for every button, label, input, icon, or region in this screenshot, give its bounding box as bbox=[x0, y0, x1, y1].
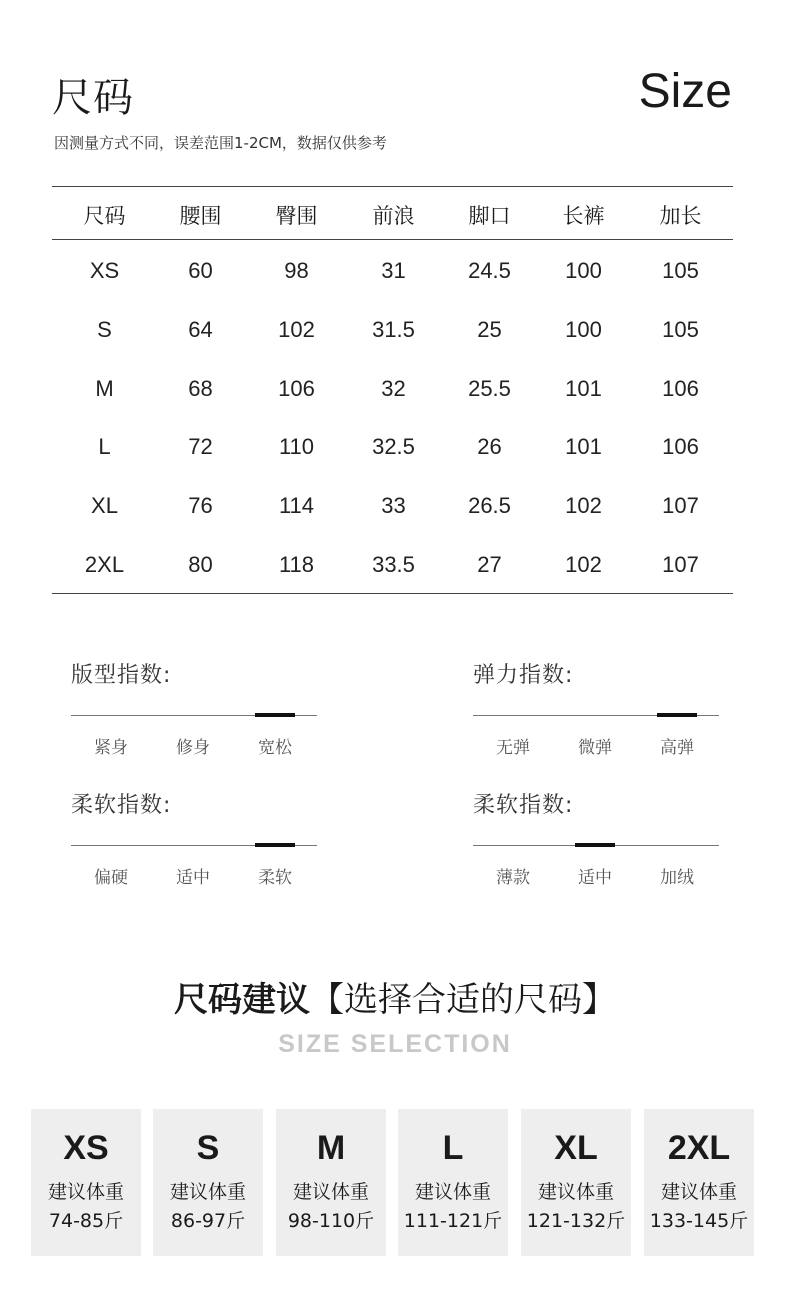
index-option: 无弹 bbox=[496, 738, 530, 758]
size-card bbox=[398, 1109, 508, 1256]
size-card-size: 2XL bbox=[667, 1129, 731, 1167]
table-cell: 25.5 bbox=[468, 375, 511, 401]
table-header bbox=[52, 186, 733, 239]
table-row bbox=[52, 552, 733, 610]
index-scale bbox=[71, 788, 321, 888]
table-cell: S bbox=[97, 316, 112, 342]
size-card bbox=[153, 1109, 263, 1256]
table-cell: 118 bbox=[278, 552, 315, 577]
table-cell: 101 bbox=[565, 434, 602, 460]
table-cell: 106 bbox=[278, 375, 315, 401]
index-scale bbox=[71, 658, 321, 758]
table-cell: 60 bbox=[188, 258, 213, 283]
index-option: 适中 bbox=[578, 868, 612, 888]
index-option: 薄款 bbox=[496, 868, 530, 888]
table-cell: 25 bbox=[477, 316, 502, 342]
table-cell: L bbox=[98, 434, 111, 460]
suggestion-subtitle: SIZE SELECTION bbox=[278, 1030, 512, 1058]
index-option: 紧身 bbox=[94, 738, 128, 758]
table-cell: 64 bbox=[188, 316, 213, 342]
page-title: 尺码 bbox=[52, 75, 134, 121]
size-card-weight: 111-121斤 bbox=[403, 1210, 503, 1232]
size-card-label: 建议体重 bbox=[414, 1181, 491, 1203]
index-title: 弹力指数: bbox=[473, 663, 574, 688]
size-card-label: 建议体重 bbox=[660, 1181, 737, 1203]
column-header: 臀围 bbox=[275, 204, 318, 228]
index-selected-marker bbox=[255, 713, 295, 717]
column-header: 腰围 bbox=[179, 204, 222, 228]
table-cell: 106 bbox=[662, 434, 699, 460]
index-option: 适中 bbox=[176, 868, 210, 888]
table-cell: 31 bbox=[381, 258, 406, 283]
index-title: 柔软指数: bbox=[473, 793, 574, 818]
table-cell: 24.5 bbox=[468, 258, 511, 283]
table-cell: 32.5 bbox=[372, 434, 415, 460]
table-cell: 114 bbox=[278, 493, 315, 519]
table-cell: 76 bbox=[188, 493, 213, 519]
table-row bbox=[52, 317, 733, 375]
suggestion-title-rest: 【选择合适的尺码】 bbox=[310, 980, 616, 1020]
size-card-weight: 121-132斤 bbox=[526, 1210, 626, 1232]
table-cell: 100 bbox=[565, 316, 602, 342]
index-option: 柔软 bbox=[258, 868, 292, 888]
table-cell: 72 bbox=[188, 434, 213, 460]
size-card-label: 建议体重 bbox=[292, 1181, 369, 1203]
table-row bbox=[52, 434, 733, 492]
index-option: 修身 bbox=[176, 738, 210, 758]
index-selected-marker bbox=[255, 843, 295, 847]
table-cell: 26 bbox=[477, 434, 502, 460]
index-scale bbox=[473, 658, 723, 758]
table-cell: 110 bbox=[278, 434, 315, 460]
table-cell: 100 bbox=[565, 258, 602, 283]
table-cell: XL bbox=[91, 493, 118, 519]
table-cell: 107 bbox=[662, 493, 699, 519]
index-option: 偏硬 bbox=[94, 868, 128, 888]
table-cell: 98 bbox=[284, 258, 309, 283]
size-card-weight: 86-97斤 bbox=[170, 1210, 246, 1232]
table-bottom-rule bbox=[52, 593, 733, 594]
size-card-size: M bbox=[316, 1129, 346, 1167]
table-cell: XS bbox=[89, 258, 120, 283]
size-card-size: XL bbox=[554, 1129, 598, 1167]
size-card-weight: 98-110斤 bbox=[287, 1210, 375, 1232]
column-header: 加长 bbox=[659, 204, 702, 228]
index-scale bbox=[473, 788, 723, 888]
index-option: 加绒 bbox=[660, 868, 694, 888]
measurement-note: 因测量方式不同，误差范围1-2CM，数据仅供参考 bbox=[54, 134, 387, 152]
size-card-size: XS bbox=[63, 1129, 109, 1167]
table-cell: 33 bbox=[381, 493, 406, 519]
size-card bbox=[276, 1109, 386, 1256]
index-selected-marker bbox=[657, 713, 697, 717]
size-card-label: 建议体重 bbox=[47, 1181, 124, 1203]
index-option: 宽松 bbox=[258, 738, 292, 758]
table-cell: 105 bbox=[662, 258, 699, 283]
index-title: 柔软指数: bbox=[71, 793, 172, 818]
index-option: 高弹 bbox=[660, 738, 694, 758]
suggestion-title bbox=[0, 972, 790, 1021]
index-selected-marker bbox=[575, 843, 615, 847]
index-title: 版型指数: bbox=[71, 663, 172, 688]
table-cell: 68 bbox=[188, 375, 213, 401]
table-cell: 31.5 bbox=[372, 316, 415, 342]
size-card-label: 建议体重 bbox=[537, 1181, 614, 1203]
size-card-size: S bbox=[196, 1129, 220, 1167]
size-card-size: L bbox=[442, 1129, 464, 1167]
column-header: 尺码 bbox=[83, 204, 126, 228]
size-card-weight: 133-145斤 bbox=[649, 1210, 749, 1232]
page-title-en: Size bbox=[638, 65, 732, 118]
table-cell: 27 bbox=[477, 552, 502, 577]
table-cell: 102 bbox=[278, 316, 315, 342]
table-cell: 2XL bbox=[84, 552, 125, 577]
suggestion-title-bold: 尺码建议 bbox=[174, 980, 310, 1020]
table-cell: M bbox=[95, 375, 114, 401]
table-cell: 105 bbox=[662, 316, 699, 342]
table-row bbox=[52, 493, 733, 551]
table-cell: 102 bbox=[565, 493, 602, 519]
table-cell: 107 bbox=[662, 552, 699, 577]
size-card-label: 建议体重 bbox=[169, 1181, 246, 1203]
column-header: 长裤 bbox=[562, 204, 605, 228]
table-cell: 26.5 bbox=[468, 493, 511, 519]
column-header: 脚口 bbox=[468, 204, 511, 228]
size-card bbox=[644, 1109, 754, 1256]
table-cell: 102 bbox=[565, 552, 602, 577]
table-row bbox=[52, 376, 733, 434]
table-cell: 101 bbox=[565, 375, 602, 401]
size-card bbox=[31, 1109, 141, 1256]
table-row bbox=[52, 258, 733, 316]
table-header-rule bbox=[52, 239, 733, 240]
size-card-weight: 74-85斤 bbox=[48, 1210, 124, 1232]
table-cell: 33.5 bbox=[372, 552, 415, 577]
table-cell: 106 bbox=[662, 375, 699, 401]
table-cell: 80 bbox=[188, 552, 213, 577]
table-cell: 32 bbox=[381, 375, 406, 401]
index-option: 微弹 bbox=[578, 738, 612, 758]
column-header: 前浪 bbox=[372, 204, 415, 228]
size-card bbox=[521, 1109, 631, 1256]
